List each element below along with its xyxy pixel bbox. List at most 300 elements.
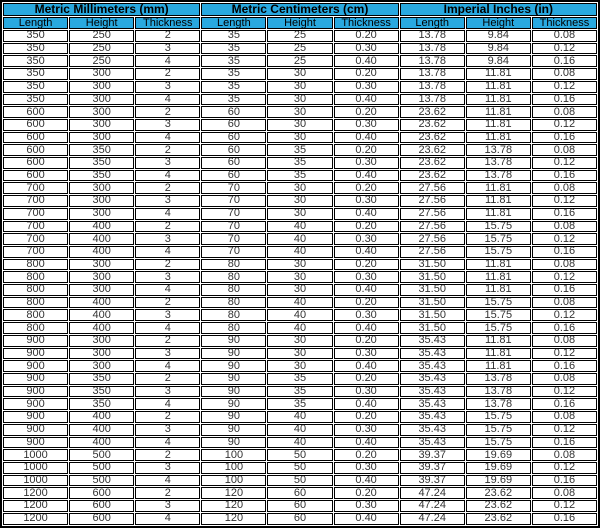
col-header-length-mm: Length xyxy=(3,17,68,29)
table-row xyxy=(3,246,597,258)
table-row xyxy=(3,144,597,156)
cell: 23.62 xyxy=(400,106,465,118)
table-row xyxy=(3,221,597,233)
cell: 0.16 xyxy=(532,55,597,67)
cell: 0.08 xyxy=(532,30,597,42)
cell: 40 xyxy=(267,322,332,334)
cell: 47.24 xyxy=(400,487,465,499)
cell: 400 xyxy=(69,309,134,321)
cell: 0.30 xyxy=(334,348,399,360)
cell: 350 xyxy=(3,43,68,55)
cell: 600 xyxy=(3,170,68,182)
cell: 0.20 xyxy=(334,221,399,233)
cell: 300 xyxy=(69,195,134,207)
cell: 300 xyxy=(69,132,134,144)
cell: 80 xyxy=(201,259,266,271)
cell: 60 xyxy=(201,144,266,156)
cell: 100 xyxy=(201,475,266,487)
cell: 0.16 xyxy=(532,246,597,258)
cell: 0.30 xyxy=(334,81,399,93)
cell: 0.40 xyxy=(334,475,399,487)
cell: 300 xyxy=(69,94,134,106)
cell: 80 xyxy=(201,309,266,321)
cell: 0.12 xyxy=(532,271,597,283)
table-row xyxy=(3,449,597,461)
cell: 4 xyxy=(135,170,200,182)
cell: 0.12 xyxy=(532,500,597,512)
cell: 30 xyxy=(267,259,332,271)
cell: 900 xyxy=(3,411,68,423)
cell: 30 xyxy=(267,208,332,220)
cell: 100 xyxy=(201,449,266,461)
table-row xyxy=(3,55,597,67)
cell: 35 xyxy=(267,144,332,156)
cell: 0.40 xyxy=(334,513,399,525)
cell: 90 xyxy=(201,373,266,385)
cell: 1000 xyxy=(3,475,68,487)
cell: 31.50 xyxy=(400,297,465,309)
table-row xyxy=(3,462,597,474)
table-body xyxy=(3,30,597,525)
cell: 30 xyxy=(267,284,332,296)
cell: 400 xyxy=(69,246,134,258)
cell: 0.30 xyxy=(334,271,399,283)
cell: 800 xyxy=(3,309,68,321)
cell: 35 xyxy=(267,398,332,410)
cell: 13.78 xyxy=(400,43,465,55)
cell: 31.50 xyxy=(400,322,465,334)
cell: 400 xyxy=(69,424,134,436)
cell: 300 xyxy=(69,335,134,347)
table-row xyxy=(3,475,597,487)
cell: 120 xyxy=(201,487,266,499)
cell: 3 xyxy=(135,424,200,436)
cell: 400 xyxy=(69,437,134,449)
cell: 900 xyxy=(3,348,68,360)
cell: 4 xyxy=(135,284,200,296)
table-row xyxy=(3,398,597,410)
cell: 0.20 xyxy=(334,106,399,118)
table-row xyxy=(3,386,597,398)
cell: 0.08 xyxy=(532,411,597,423)
cell: 250 xyxy=(69,43,134,55)
cell: 39.37 xyxy=(400,449,465,461)
cell: 0.16 xyxy=(532,322,597,334)
cell: 31.50 xyxy=(400,309,465,321)
table-row xyxy=(3,487,597,499)
cell: 50 xyxy=(267,449,332,461)
cell: 0.20 xyxy=(334,449,399,461)
cell: 0.30 xyxy=(334,195,399,207)
cell: 400 xyxy=(69,221,134,233)
cell: 60 xyxy=(201,106,266,118)
cell: 0.08 xyxy=(532,297,597,309)
cell: 11.81 xyxy=(466,94,531,106)
cell: 3 xyxy=(135,500,200,512)
cell: 40 xyxy=(267,437,332,449)
cell: 400 xyxy=(69,411,134,423)
cell: 60 xyxy=(267,513,332,525)
cell: 13.78 xyxy=(400,68,465,80)
group-header-cm: Metric Centimeters (cm) xyxy=(201,3,398,16)
cell: 4 xyxy=(135,398,200,410)
cell: 2 xyxy=(135,259,200,271)
cell: 11.81 xyxy=(466,348,531,360)
cell: 600 xyxy=(69,500,134,512)
group-header-row xyxy=(3,3,597,16)
cell: 15.75 xyxy=(466,411,531,423)
cell: 1200 xyxy=(3,500,68,512)
cell: 70 xyxy=(201,182,266,194)
cell: 11.81 xyxy=(466,81,531,93)
cell: 3 xyxy=(135,271,200,283)
cell: 2 xyxy=(135,106,200,118)
cell: 1000 xyxy=(3,462,68,474)
col-header-length-cm: Length xyxy=(201,17,266,29)
cell: 13.78 xyxy=(466,386,531,398)
cell: 11.81 xyxy=(466,68,531,80)
cell: 70 xyxy=(201,195,266,207)
cell: 0.08 xyxy=(532,487,597,499)
cell: 40 xyxy=(267,297,332,309)
cell: 35.43 xyxy=(400,360,465,372)
cell: 1000 xyxy=(3,449,68,461)
table-row xyxy=(3,411,597,423)
cell: 39.37 xyxy=(400,462,465,474)
cell: 4 xyxy=(135,475,200,487)
cell: 27.56 xyxy=(400,233,465,245)
col-header-thickness-in: Thickness xyxy=(532,17,597,29)
cell: 0.16 xyxy=(532,284,597,296)
cell: 350 xyxy=(3,55,68,67)
col-header-height-in: Height xyxy=(466,17,531,29)
table-row xyxy=(3,271,597,283)
cell: 0.12 xyxy=(532,348,597,360)
table-row xyxy=(3,233,597,245)
cell: 0.30 xyxy=(334,500,399,512)
cell: 13.78 xyxy=(466,373,531,385)
col-header-thickness-cm: Thickness xyxy=(334,17,399,29)
cell: 40 xyxy=(267,411,332,423)
cell: 80 xyxy=(201,297,266,309)
cell: 4 xyxy=(135,322,200,334)
cell: 35 xyxy=(201,68,266,80)
cell: 300 xyxy=(69,259,134,271)
cell: 0.20 xyxy=(334,259,399,271)
cell: 35 xyxy=(267,170,332,182)
cell: 0.08 xyxy=(532,449,597,461)
table-header xyxy=(3,3,597,29)
cell: 0.16 xyxy=(532,132,597,144)
cell: 300 xyxy=(69,182,134,194)
cell: 9.84 xyxy=(466,30,531,42)
cell: 15.75 xyxy=(466,233,531,245)
cell: 250 xyxy=(69,30,134,42)
cell: 0.12 xyxy=(532,424,597,436)
cell: 350 xyxy=(69,144,134,156)
cell: 31.50 xyxy=(400,271,465,283)
cell: 2 xyxy=(135,30,200,42)
table-row xyxy=(3,106,597,118)
cell: 11.81 xyxy=(466,119,531,131)
cell: 0.30 xyxy=(334,43,399,55)
cell: 30 xyxy=(267,335,332,347)
cell: 350 xyxy=(69,157,134,169)
cell: 80 xyxy=(201,322,266,334)
cell: 700 xyxy=(3,195,68,207)
cell: 500 xyxy=(69,449,134,461)
cell: 700 xyxy=(3,233,68,245)
cell: 40 xyxy=(267,233,332,245)
cell: 50 xyxy=(267,475,332,487)
cell: 40 xyxy=(267,246,332,258)
cell: 0.08 xyxy=(532,335,597,347)
table-row xyxy=(3,30,597,42)
cell: 400 xyxy=(69,297,134,309)
cell: 9.84 xyxy=(466,43,531,55)
table-row xyxy=(3,373,597,385)
cell: 80 xyxy=(201,271,266,283)
cell: 0.12 xyxy=(532,119,597,131)
cell: 0.12 xyxy=(532,43,597,55)
cell: 600 xyxy=(3,106,68,118)
cell: 3 xyxy=(135,386,200,398)
cell: 0.40 xyxy=(334,284,399,296)
cell: 13.78 xyxy=(400,30,465,42)
cell: 90 xyxy=(201,411,266,423)
cell: 9.84 xyxy=(466,55,531,67)
cell: 900 xyxy=(3,437,68,449)
cell: 11.81 xyxy=(466,360,531,372)
cell: 800 xyxy=(3,297,68,309)
cell: 60 xyxy=(201,170,266,182)
cell: 35 xyxy=(201,81,266,93)
cell: 25 xyxy=(267,43,332,55)
table-row xyxy=(3,322,597,334)
cell: 3 xyxy=(135,348,200,360)
cell: 900 xyxy=(3,424,68,436)
cell: 40 xyxy=(267,309,332,321)
cell: 350 xyxy=(69,373,134,385)
cell: 35.43 xyxy=(400,398,465,410)
cell: 70 xyxy=(201,221,266,233)
cell: 23.62 xyxy=(400,144,465,156)
cell: 0.20 xyxy=(334,373,399,385)
cell: 300 xyxy=(69,208,134,220)
cell: 31.50 xyxy=(400,259,465,271)
cell: 23.62 xyxy=(466,513,531,525)
cell: 23.62 xyxy=(400,157,465,169)
cell: 11.81 xyxy=(466,271,531,283)
cell: 15.75 xyxy=(466,221,531,233)
table-row xyxy=(3,437,597,449)
cell: 60 xyxy=(267,500,332,512)
cell: 120 xyxy=(201,500,266,512)
cell: 700 xyxy=(3,182,68,194)
cell: 4 xyxy=(135,513,200,525)
cell: 13.78 xyxy=(466,170,531,182)
col-header-height-cm: Height xyxy=(267,17,332,29)
cell: 4 xyxy=(135,246,200,258)
cell: 30 xyxy=(267,106,332,118)
cell: 0.08 xyxy=(532,373,597,385)
table-row xyxy=(3,348,597,360)
cell: 0.20 xyxy=(334,297,399,309)
cell: 0.20 xyxy=(334,335,399,347)
cell: 300 xyxy=(69,360,134,372)
cell: 3 xyxy=(135,195,200,207)
cell: 13.78 xyxy=(400,94,465,106)
cell: 0.20 xyxy=(334,487,399,499)
cell: 30 xyxy=(267,132,332,144)
cell: 15.75 xyxy=(466,297,531,309)
cell: 35.43 xyxy=(400,411,465,423)
cell: 250 xyxy=(69,55,134,67)
cell: 47.24 xyxy=(400,513,465,525)
cell: 2 xyxy=(135,144,200,156)
cell: 900 xyxy=(3,335,68,347)
cell: 0.40 xyxy=(334,94,399,106)
cell: 2 xyxy=(135,411,200,423)
cell: 15.75 xyxy=(466,246,531,258)
cell: 0.40 xyxy=(334,398,399,410)
cell: 11.81 xyxy=(466,106,531,118)
cell: 13.78 xyxy=(400,81,465,93)
cell: 11.81 xyxy=(466,132,531,144)
table-row xyxy=(3,68,597,80)
cell: 60 xyxy=(201,119,266,131)
cell: 3 xyxy=(135,462,200,474)
cell: 13.78 xyxy=(466,398,531,410)
cell: 35.43 xyxy=(400,373,465,385)
cell: 0.08 xyxy=(532,106,597,118)
cell: 27.56 xyxy=(400,246,465,258)
cell: 2 xyxy=(135,182,200,194)
cell: 350 xyxy=(3,81,68,93)
table-row xyxy=(3,259,597,271)
table-row xyxy=(3,81,597,93)
col-header-height-mm: Height xyxy=(69,17,134,29)
cell: 0.16 xyxy=(532,360,597,372)
table-row xyxy=(3,170,597,182)
cell: 4 xyxy=(135,94,200,106)
table-row xyxy=(3,94,597,106)
cell: 35 xyxy=(201,94,266,106)
cell: 300 xyxy=(69,106,134,118)
cell: 1200 xyxy=(3,513,68,525)
cell: 0.30 xyxy=(334,119,399,131)
cell: 13.78 xyxy=(400,55,465,67)
cell: 350 xyxy=(3,94,68,106)
cell: 27.56 xyxy=(400,182,465,194)
cell: 11.81 xyxy=(466,259,531,271)
table-row xyxy=(3,208,597,220)
col-header-thickness-mm: Thickness xyxy=(135,17,200,29)
cell: 23.62 xyxy=(400,170,465,182)
cell: 0.12 xyxy=(532,157,597,169)
cell: 35 xyxy=(201,30,266,42)
cell: 4 xyxy=(135,132,200,144)
cell: 2 xyxy=(135,297,200,309)
cell: 700 xyxy=(3,246,68,258)
cell: 3 xyxy=(135,119,200,131)
cell: 0.20 xyxy=(334,411,399,423)
cell: 11.81 xyxy=(466,335,531,347)
cell: 31.50 xyxy=(400,284,465,296)
cell: 0.20 xyxy=(334,144,399,156)
cell: 23.62 xyxy=(466,500,531,512)
cell: 35 xyxy=(201,55,266,67)
table-row xyxy=(3,132,597,144)
cell: 60 xyxy=(267,487,332,499)
cell: 30 xyxy=(267,182,332,194)
cell: 900 xyxy=(3,398,68,410)
cell: 2 xyxy=(135,373,200,385)
cell: 2 xyxy=(135,68,200,80)
cell: 30 xyxy=(267,360,332,372)
cell: 15.75 xyxy=(466,437,531,449)
cell: 60 xyxy=(201,132,266,144)
cell: 90 xyxy=(201,437,266,449)
cell: 0.30 xyxy=(334,424,399,436)
cell: 23.62 xyxy=(400,132,465,144)
table-row xyxy=(3,157,597,169)
cell: 300 xyxy=(69,81,134,93)
cell: 35.43 xyxy=(400,437,465,449)
cell: 0.30 xyxy=(334,309,399,321)
cell: 70 xyxy=(201,208,266,220)
group-header-mm: Metric Millimeters (mm) xyxy=(3,3,200,16)
cell: 900 xyxy=(3,386,68,398)
cell: 40 xyxy=(267,424,332,436)
cell: 30 xyxy=(267,271,332,283)
cell: 900 xyxy=(3,373,68,385)
cell: 0.40 xyxy=(334,132,399,144)
cell: 15.75 xyxy=(466,309,531,321)
cell: 35.43 xyxy=(400,348,465,360)
cell: 30 xyxy=(267,195,332,207)
cell: 0.08 xyxy=(532,68,597,80)
cell: 35.43 xyxy=(400,335,465,347)
cell: 90 xyxy=(201,360,266,372)
cell: 13.78 xyxy=(466,157,531,169)
cell: 3 xyxy=(135,309,200,321)
table-row xyxy=(3,43,597,55)
cell: 2 xyxy=(135,221,200,233)
cell: 30 xyxy=(267,94,332,106)
cell: 0.30 xyxy=(334,462,399,474)
cell: 0.16 xyxy=(532,437,597,449)
cell: 0.12 xyxy=(532,309,597,321)
cell: 23.62 xyxy=(466,487,531,499)
cell: 90 xyxy=(201,348,266,360)
cell: 0.40 xyxy=(334,360,399,372)
cell: 23.62 xyxy=(400,119,465,131)
cell: 0.08 xyxy=(532,259,597,271)
cell: 35 xyxy=(267,386,332,398)
cell: 70 xyxy=(201,233,266,245)
cell: 11.81 xyxy=(466,195,531,207)
cell: 35.43 xyxy=(400,386,465,398)
cell: 3 xyxy=(135,43,200,55)
cell: 0.40 xyxy=(334,322,399,334)
cell: 300 xyxy=(69,284,134,296)
cell: 300 xyxy=(69,348,134,360)
cell: 0.12 xyxy=(532,195,597,207)
table-row xyxy=(3,424,597,436)
cell: 0.16 xyxy=(532,398,597,410)
cell: 0.16 xyxy=(532,170,597,182)
